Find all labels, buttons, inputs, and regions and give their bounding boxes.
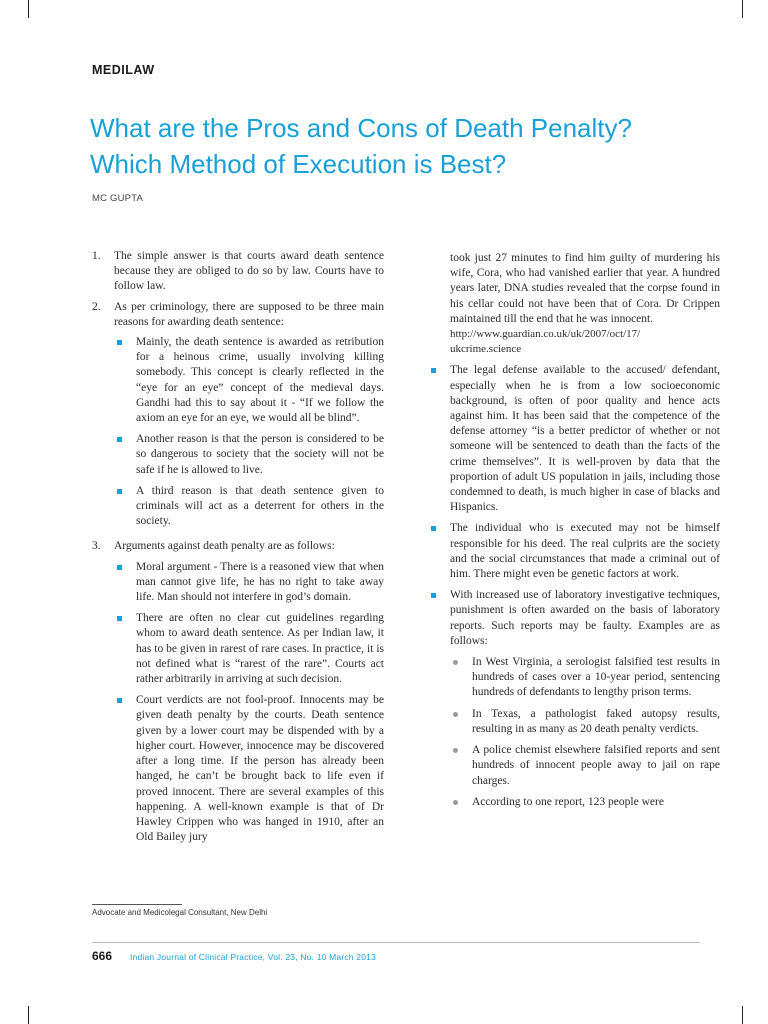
crop-mark-top-right — [742, 0, 743, 18]
dot-item: In West Virginia, a serologist falsified test results in hundreds of cases over a 10-year period, sentencing hundreds of defendants to lengthy prison terms. — [450, 655, 720, 701]
bullet-item: Moral argument - There is a reasoned view that when man cannot give life, he has no right to take away life. Man should not interfere in god’s domain. — [114, 560, 384, 606]
left-column — [92, 249, 384, 851]
crop-mark-bottom-right — [742, 1006, 743, 1024]
item-text: As per criminology, there are supposed to be three main reasons for awarding death sentence: — [114, 300, 384, 328]
bullet-item: Another reason is that the person is considered to be so dangerous to society that the society will not be safe if he is allowed to live. — [114, 432, 384, 478]
crop-mark-bottom-left — [28, 1006, 29, 1024]
author-affiliation: Advocate and Medicolegal Consultant, New Delhi — [92, 908, 268, 917]
bullet-list — [114, 560, 384, 846]
list-item — [92, 539, 384, 554]
bullet-item: The individual who is executed may not be himself responsible for his deed. The real culprits are the society and the social circumstances that made a criminal out of him. There might even be genetic factors at work. — [428, 521, 720, 582]
item-number: 2. — [92, 300, 101, 313]
circle-bullet-icon — [453, 800, 458, 805]
reference-url: http://www.guardian.co.uk/uk/2007/oct/17/ ukcrime.science — [450, 328, 641, 356]
crop-mark-top-left — [28, 0, 29, 18]
list-item — [92, 249, 384, 295]
journal-citation: Indian Journal of Clinical Practice, Vol. 23, No. 10 March 2013 — [130, 952, 377, 962]
square-bullet-icon — [117, 565, 122, 570]
footer-divider — [92, 942, 700, 943]
square-bullet-icon — [431, 526, 436, 531]
bullet-item: Mainly, the death sentence is awarded as retribution for a heinous crime, usually involving killing somebody. This concept is clearly reflected in the “eye for an eye” concept of the medieval days. Gandhi had this to say about it - “If we follow the axiom an eye for an eye, we would all be blind”. — [114, 335, 384, 426]
item-number: 1. — [92, 250, 101, 262]
bullet-item: A third reason is that death sentence given to criminals will act as a deterrent for others in the society. — [114, 484, 384, 530]
footnote-divider — [92, 904, 182, 905]
list-item — [92, 300, 384, 330]
bullet-item: With increased use of laboratory investigative techniques, punishment is often awarded on the basis of laboratory reports. Such reports may be faulty. Examples are as follows: — [428, 588, 720, 649]
article-title — [90, 110, 730, 182]
square-bullet-icon — [431, 593, 436, 598]
dot-item: According to one report, 123 people were — [450, 795, 720, 810]
square-bullet-icon — [117, 616, 122, 621]
author-name: MC GUPTA — [92, 193, 144, 204]
bullet-item: Court verdicts are not fool-proof. Innocents may be given death penalty by the courts. Death sentence given by a lower court may be dispended with by a higher court. However, innocence may be discovered after a long time. If the person has already been hanged, he can’t be brought back to life even if proved innocent. There are several examples of this happening. A well-known example is that of Dr Hawley Crippen who was hanged in 1910, after an Old Bailey jury — [114, 693, 384, 845]
title-line-2: Which Method of Execution is Best? — [90, 149, 507, 179]
section-label: MEDILAW — [92, 63, 155, 77]
bullet-item: There are often no clear cut guidelines regarding whom to award death sentence. As per Indian law, it has to be given in rarest of rare cases. In practice, it is not defined what is “rarest of the rare”. Courts act rather arbitrarily in arriving at such decision. — [114, 611, 384, 687]
circle-bullet-icon — [453, 712, 458, 717]
dot-list — [450, 655, 720, 810]
square-bullet-icon — [117, 489, 122, 494]
square-bullet-icon — [117, 340, 122, 345]
page-number: 666 — [92, 949, 113, 963]
circle-bullet-icon — [453, 748, 458, 753]
bullet-list — [114, 335, 384, 529]
square-bullet-icon — [117, 698, 122, 703]
circle-bullet-icon — [453, 660, 458, 665]
dot-item: In Texas, a pathologist faked autopsy results, resulting in as many as 20 death penalty verdicts. — [450, 707, 720, 737]
dot-item: A police chemist elsewhere falsified reports and sent hundreds of innocent people away to jail on rape charges. — [450, 743, 720, 789]
item-number: 3. — [92, 540, 101, 553]
item-text: The simple answer is that courts award death sentence because they are obliged to do so by law. Courts have to follow law. — [114, 250, 384, 293]
title-line-1: What are the Pros and Cons of Death Penalty? — [90, 113, 632, 143]
continued-paragraph: took just 27 minutes to find him guilty of murdering his wife, Cora, who had vanished earlier that year. A hundred years later, DNA studies revealed that the corpse found in his cellar could not have been that of Cora. Dr Crippen maintained till the end that he was innocent. — [450, 252, 720, 325]
right-column — [428, 251, 720, 816]
square-bullet-icon — [117, 437, 122, 442]
item-text: Arguments against death penalty are as follows: — [114, 540, 335, 553]
square-bullet-icon — [431, 368, 436, 373]
bullet-item: The legal defense available to the accused/ defendant, especially when he is from a low socioeconomic background, is often of poor quality and hence acts against him. It has been said that the competence of the defense attorney “is a better predictor of whether or not someone will be sentenced to death than the facts of the crime themselves”. It is well-proven by data that the proportion of adult US population in jails, including those condemned to death, is much higher in case of blacks and Hispanics. — [428, 363, 720, 515]
